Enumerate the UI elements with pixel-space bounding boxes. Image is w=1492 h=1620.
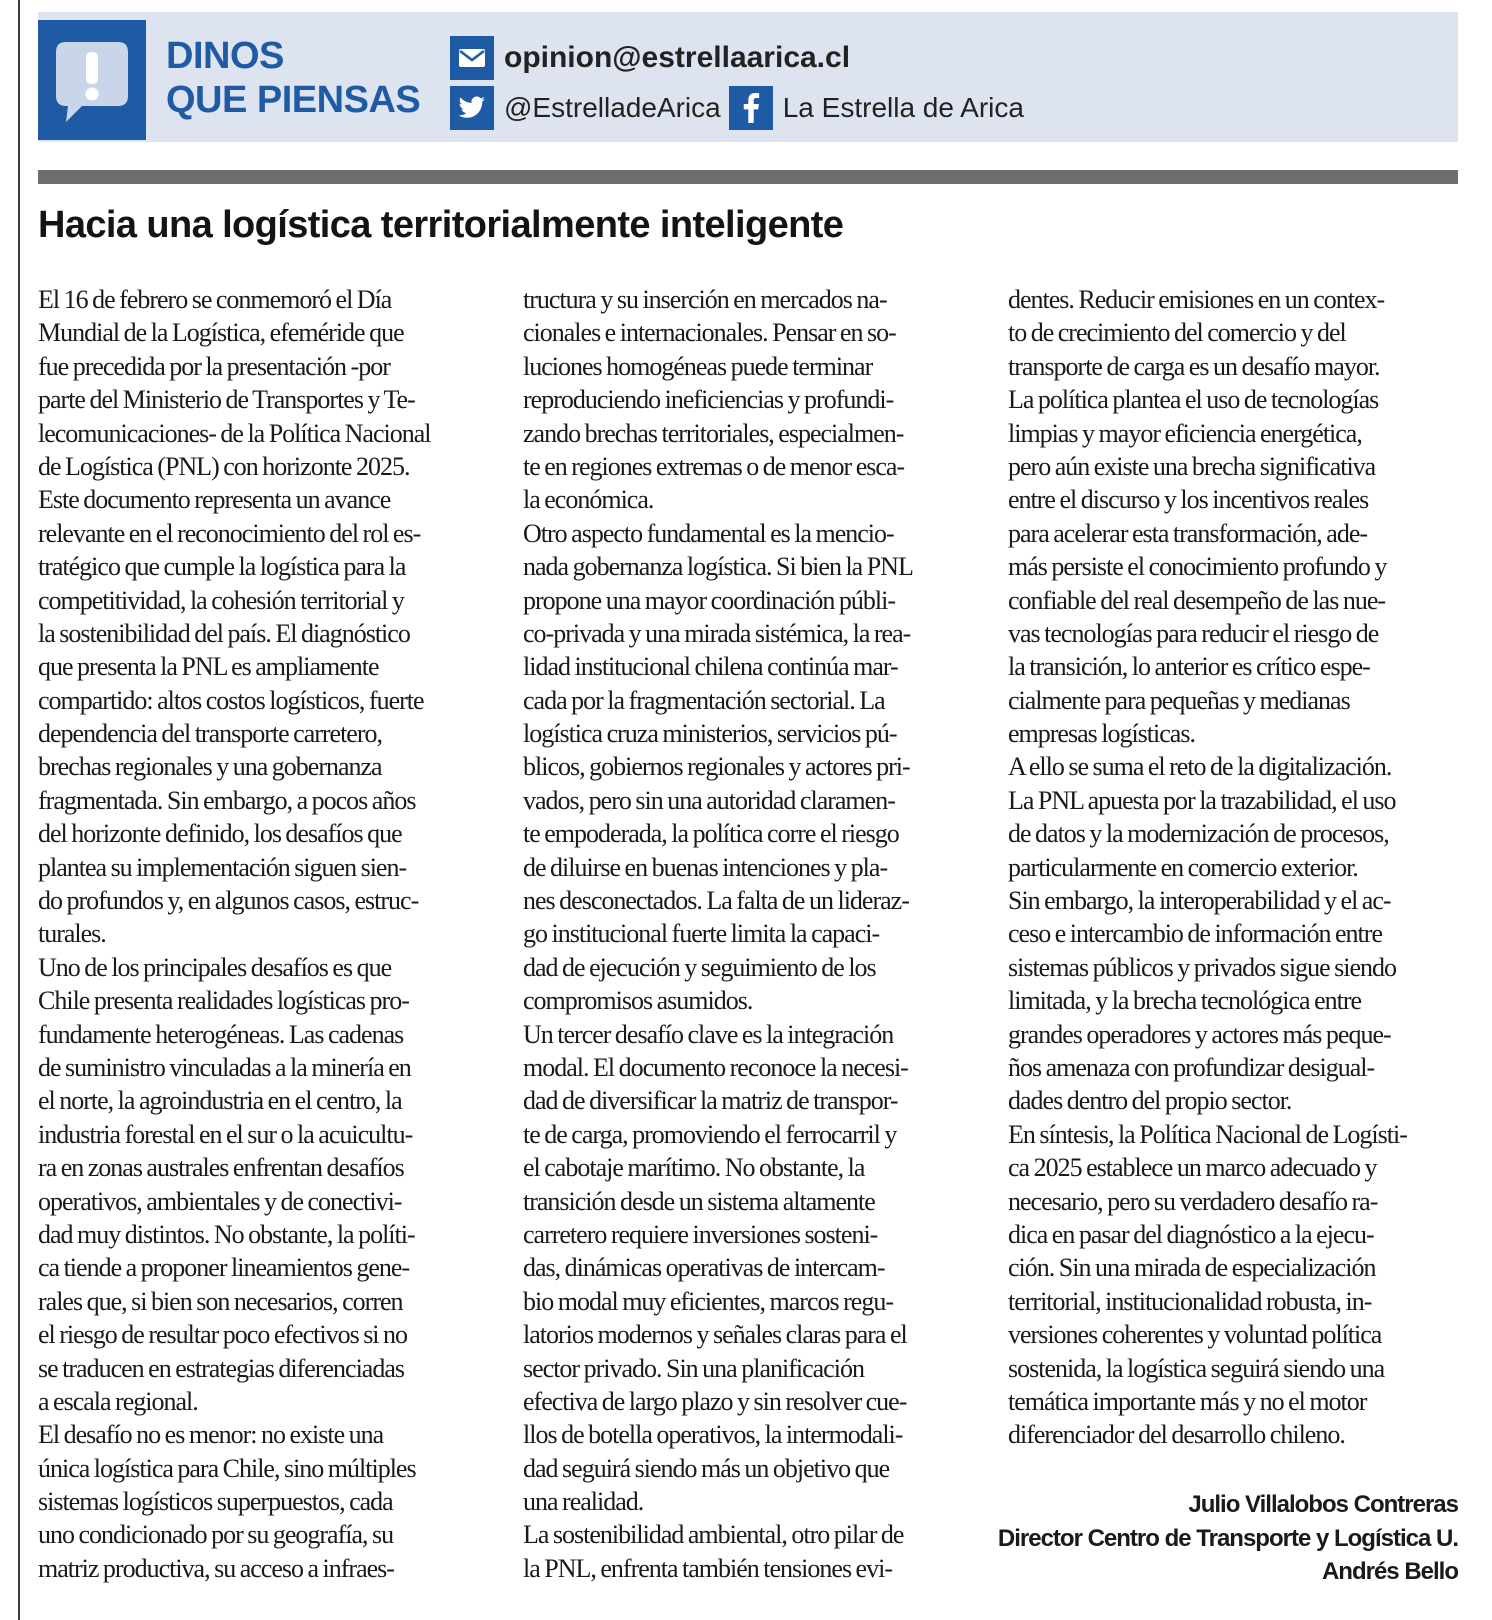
article-line: go institucional fuerte limita la capaci- [523, 919, 880, 949]
article-line: dad seguirá siendo más un objetivo que [523, 1453, 890, 1483]
article-line: dependencia del transporte carretero, [38, 719, 383, 749]
article-line: el norte, la agroindustria en el centro, la [38, 1086, 402, 1116]
facebook-page[interactable]: La Estrella de Arica [782, 92, 1024, 123]
author-name: Julio Villalobos Contreras [1188, 1491, 1458, 1518]
article-line: relevante en el reconocimiento del rol es- [38, 518, 421, 548]
article-line: te de carga, promoviendo el ferrocarril y [523, 1119, 897, 1149]
page-edge-rule [18, 0, 20, 1620]
article-line: versiones coherentes y voluntad política [1008, 1320, 1382, 1350]
article-line: propone una mayor coordinación públi- [523, 585, 895, 615]
article-line: Chile presenta realidades logísticas pro- [38, 986, 409, 1016]
article-line: La política plantea el uso de tecnologías [1008, 385, 1379, 415]
article-line: El 16 de febrero se conmemoró el Día [38, 285, 392, 314]
article-line: das, dinámicas operativas de intercam- [523, 1253, 885, 1283]
article-line: empresas logísticas. [1008, 719, 1195, 749]
article-line: transporte de carga es un desafío mayor. [1008, 351, 1380, 381]
article-line: Sin embargo, la interoperabilidad y el ac- [1008, 886, 1391, 916]
article-line: luciones homogéneas puede terminar [523, 351, 873, 381]
exclamation-icon [38, 20, 146, 140]
article-line: limitada, y la brecha tecnológica entre [1008, 986, 1362, 1016]
email-contact[interactable] [450, 36, 850, 80]
article-line: compartido: altos costos logísticos, fuerte [38, 685, 424, 715]
article-line: efectiva de largo plazo y sin resolver cue- [523, 1386, 907, 1416]
article-line: La sostenibilidad ambiental, otro pilar de [523, 1520, 904, 1550]
article-line: territorial, institucionalidad robusta, in- [1008, 1286, 1372, 1316]
social-contacts [450, 86, 1024, 130]
article-line: el riesgo de resultar poco efectivos si no [38, 1320, 408, 1350]
article-line: ra en zonas australes enfrentan desafíos [38, 1153, 404, 1183]
author-title: Director Centro de Transporte y Logística U. [997, 1524, 1458, 1552]
article-line: dica en pasar del diagnóstico a la ejecu- [1008, 1219, 1374, 1249]
section-title-line2: QUE PIENSAS [166, 79, 421, 121]
article-line: cialmente para pequeñas y medianas [1008, 685, 1350, 715]
article-line: Mundial de la Logística, efeméride que [38, 318, 404, 348]
article-line: sistemas públicos y privados sigue siendo [1008, 952, 1397, 982]
article-line: se traducen en estrategias diferenciadas [38, 1353, 405, 1383]
article-line: El desafío no es menor: no existe una [38, 1420, 384, 1450]
article-line: vas tecnologías para reducir el riesgo de [1008, 618, 1379, 648]
article-line: brechas regionales y una gobernanza [38, 752, 382, 782]
article-line: nes desconectados. La falta de un lideraz- [523, 886, 909, 916]
article-line: dad de ejecución y seguimiento de los [523, 952, 876, 982]
article-column-1 [38, 283, 483, 1585]
article-line: particularmente en comercio exterior. [1008, 852, 1358, 882]
article-line: plantea su implementación siguen sien- [38, 852, 407, 882]
article-line: industria forestal en el sur o la acuicultu- [38, 1119, 413, 1149]
article-line: turales. [38, 919, 106, 949]
twitter-icon[interactable] [450, 86, 494, 130]
article-line: a escala regional. [38, 1386, 198, 1416]
article-line: Uno de los principales desafíos es que [38, 952, 392, 982]
article-line: latorios modernos y señales claras para el [523, 1320, 907, 1350]
article-line: necesario, pero su verdadero desafío ra- [1008, 1186, 1378, 1216]
article-line: cionales e internacionales. Pensar en so- [523, 318, 896, 348]
article-line: lecomunicaciones- de la Política Nacional [38, 418, 431, 448]
article-line: de diluirse en buenas intenciones y pla- [523, 852, 888, 882]
article-line: Un tercer desafío clave es la integración [523, 1019, 894, 1049]
article-line: parte del Ministerio de Transportes y Te- [38, 385, 415, 415]
article-line: pero aún existe una brecha significativa [1008, 451, 1376, 481]
article-line: te en regiones extremas o de menor esca- [523, 451, 905, 481]
article-line: ños amenaza con profundizar desigual- [1008, 1052, 1375, 1082]
article-line: entre el discurso y los incentivos reales [1008, 485, 1369, 515]
article-line: dentes. Reducir emisiones en un contex- [1008, 285, 1385, 314]
article-line: ceso e intercambio de información entre [1008, 919, 1382, 949]
article-line: una realidad. [523, 1487, 644, 1517]
article-line: Otro aspecto fundamental es la mencio- [523, 518, 894, 548]
article-line: fue precedida por la presentación -por [38, 351, 390, 381]
article-line: ca tiende a proponer lineamientos gene- [38, 1253, 410, 1283]
article-line: que presenta la PNL es ampliamente [38, 652, 379, 682]
article-line: temática importante más y no el motor [1008, 1386, 1367, 1416]
article-line: operativos, ambientales y de conectivi- [38, 1186, 402, 1216]
article-column-2 [523, 283, 968, 1585]
article-line: modal. El documento reconoce la necesi- [523, 1052, 908, 1082]
article-line: llos de botella operativos, la intermodali- [523, 1420, 903, 1450]
article-line: ción. Sin una mirada de especialización [1008, 1253, 1376, 1283]
article-line: confiable del real desempeño de las nue- [1008, 585, 1386, 615]
article-line: fundamente heterogéneas. Las cadenas [38, 1019, 404, 1049]
article-line: zando brechas territoriales, especialmen- [523, 418, 904, 448]
article-line: el cabotaje marítimo. No obstante, la [523, 1153, 865, 1183]
article-line: la PNL, enfrenta también tensiones evi- [523, 1553, 892, 1583]
article-column-3 [1008, 283, 1458, 1452]
article-line: rales que, si bien son necesarios, corren [38, 1286, 403, 1316]
article-line: dades dentro del propio sector. [1008, 1086, 1292, 1116]
article-line: fragmentada. Sin embargo, a pocos años [38, 785, 416, 815]
article-line: diferenciador del desarrollo chileno. [1008, 1420, 1345, 1450]
article-line: sistemas logísticos superpuestos, cada [38, 1487, 393, 1517]
article-line: de suministro vinculadas a la minería en [38, 1052, 411, 1082]
article-line: dad muy distintos. No obstante, la políti- [38, 1219, 415, 1249]
article-line: vados, pero sin una autoridad claramen- [523, 785, 895, 815]
article-line: bio modal muy eficientes, marcos regu- [523, 1286, 893, 1316]
article-line: compromisos asumidos. [523, 986, 753, 1016]
article-line: para acelerar esta transformación, ade- [1008, 518, 1368, 548]
article-line: cada por la fragmentación sectorial. La [523, 685, 885, 715]
article-line: sostenida, la logística seguirá siendo una [1008, 1353, 1385, 1383]
article-line: to de crecimiento del comercio y del [1008, 318, 1346, 348]
article-line: la económica. [523, 485, 654, 515]
article-line: nada gobernanza logística. Si bien la PNL [523, 552, 913, 582]
email-address[interactable]: opinion@estrellaarica.cl [504, 41, 851, 74]
author-signature [998, 1488, 1458, 1589]
author-institution: Andrés Bello [1321, 1558, 1458, 1585]
article-line: co-privada y una mirada sistémica, la rea- [523, 618, 911, 648]
article-line: lidad institucional chilena continúa mar- [523, 652, 898, 682]
article-line: tructura y su inserción en mercados na- [523, 285, 887, 314]
article-line: reproduciendo ineficiencias y profundi- [523, 385, 894, 415]
article-line: más persiste el conocimiento profundo y [1008, 552, 1387, 582]
article-line: matriz productiva, su acceso a infraes- [38, 1553, 394, 1583]
article-line: limpias y mayor eficiencia energética, [1008, 418, 1362, 448]
article-line: uno condicionado por su geografía, su [38, 1520, 394, 1550]
article-line: carretero requiere inversiones sosteni- [523, 1219, 878, 1249]
article-line: de datos y la modernización de procesos, [1008, 819, 1389, 849]
article-line: A ello se suma el reto de la digitalización. [1008, 752, 1392, 782]
article-line: do profundos y, en algunos casos, estruc- [38, 886, 419, 916]
article-line: la transición, lo anterior es crítico espe- [1008, 652, 1370, 682]
article-line: sector privado. Sin una planificación [523, 1353, 864, 1383]
article-line: transición desde un sistema altamente [523, 1186, 875, 1216]
article-line: En síntesis, la Política Nacional de Logísti- [1008, 1119, 1407, 1149]
article-line: del horizonte definido, los desafíos que [38, 819, 402, 849]
article-line: La PNL apuesta por la trazabilidad, el uso [1008, 785, 1396, 815]
article-line: única logística para Chile, sino múltiples [38, 1453, 416, 1483]
article-line: te empoderada, la política corre el riesgo [523, 819, 899, 849]
mail-icon [450, 36, 494, 80]
section-divider [38, 170, 1458, 184]
article-line: competitividad, la cohesión territorial y [38, 585, 404, 615]
article-line: Este documento representa un avance [38, 485, 391, 515]
article-line: blicos, gobiernos regionales y actores pri- [523, 752, 910, 782]
article-line: logística cruza ministerios, servicios pú- [523, 719, 897, 749]
article-line: grandes operadores y actores más peque- [1008, 1019, 1391, 1049]
twitter-handle[interactable]: @EstrelladeArica [504, 92, 721, 123]
article-line: tratégico que cumple la logística para la [38, 552, 406, 582]
article-line: la sostenibilidad del país. El diagnóstico [38, 618, 410, 648]
article-headline: Hacia una logística territorialmente inteligente [38, 204, 844, 246]
article-line: dad de diversificar la matriz de transpor- [523, 1086, 898, 1116]
article-line: ca 2025 establece un marco adecuado y [1008, 1153, 1377, 1183]
article-line: de Logística (PNL) con horizonte 2025. [38, 451, 410, 481]
section-title: DINOS [166, 35, 284, 77]
facebook-icon[interactable] [729, 86, 773, 130]
